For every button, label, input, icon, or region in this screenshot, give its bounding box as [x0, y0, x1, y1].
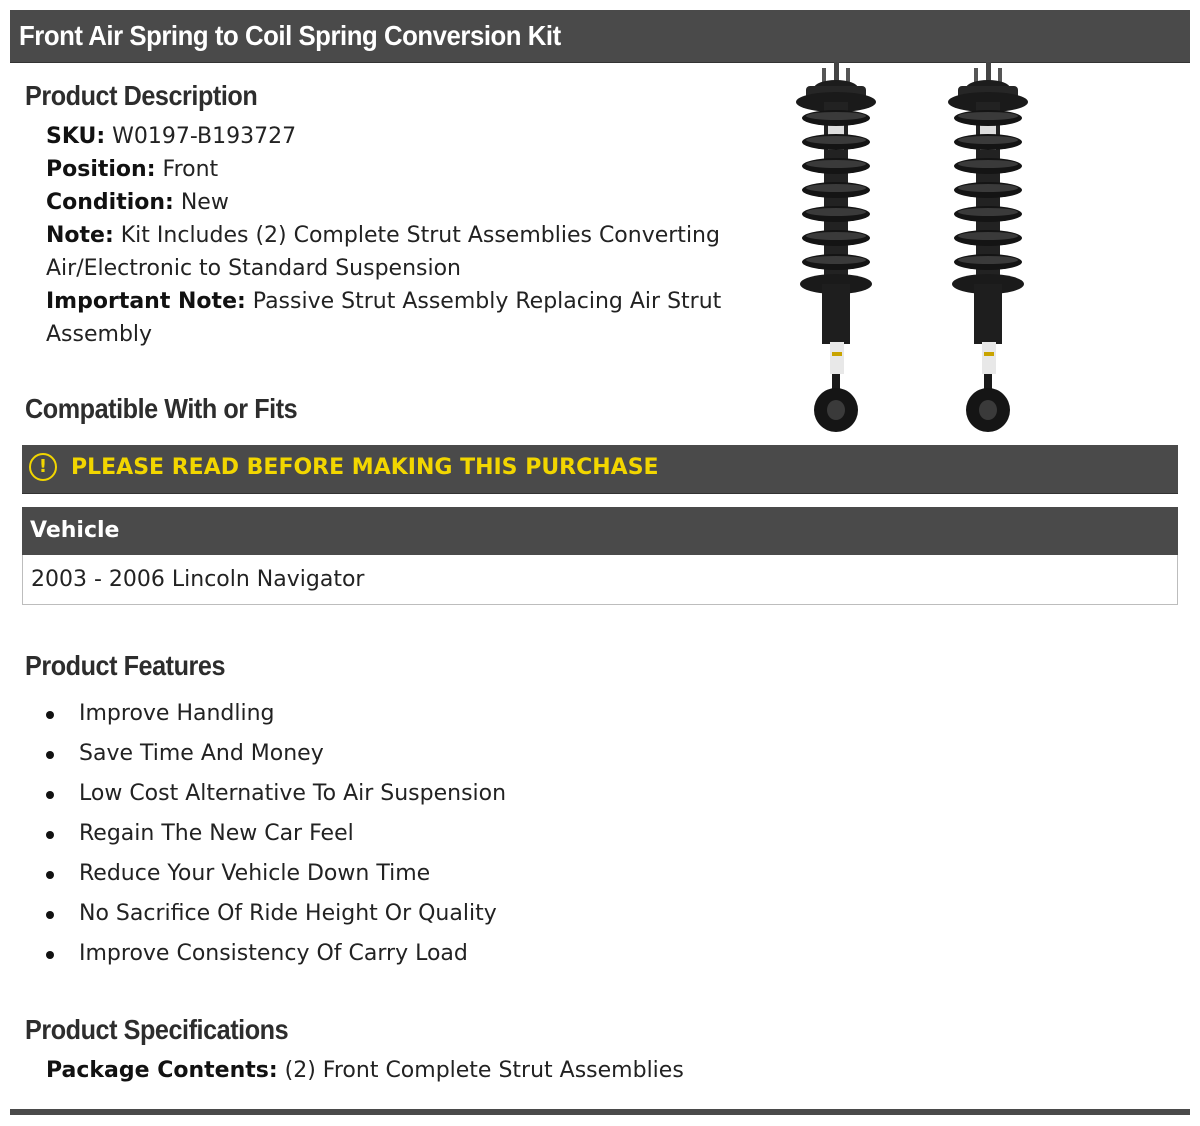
list-item — [46, 854, 506, 894]
bullet-icon — [46, 951, 54, 959]
feature-text: Regain The New Car Feel — [79, 821, 354, 846]
list-item — [46, 734, 506, 774]
alert-circle-icon: ! — [29, 453, 57, 481]
list-item — [46, 814, 506, 854]
condition-row — [46, 186, 746, 219]
feature-text: Low Cost Alternative To Air Suspension — [79, 781, 507, 806]
feature-text: No Sacrifice Of Ride Height Or Quality — [79, 901, 497, 926]
position-row — [46, 153, 746, 186]
description-block — [46, 120, 746, 351]
package-contents-label: Package Contents: — [46, 1058, 278, 1083]
note-row — [46, 219, 746, 285]
sku-label: SKU: — [46, 124, 106, 149]
page-title: Front Air Spring to Coil Spring Conversion Kit — [19, 20, 561, 51]
description-heading: Product Description — [25, 80, 258, 111]
alert-text: PLEASE READ BEFORE MAKING THIS PURCHASE — [71, 455, 659, 480]
title-bar — [10, 10, 1190, 63]
important-note-label: Important Note: — [46, 289, 246, 314]
purchase-alert-banner — [22, 445, 1178, 494]
bullet-icon — [46, 831, 54, 839]
vehicle-table-header: Vehicle — [22, 507, 1178, 555]
strut-assembly-image — [770, 62, 1070, 442]
feature-text: Improve Handling — [79, 701, 275, 726]
features-heading: Product Features — [25, 650, 226, 681]
feature-text: Improve Consistency Of Carry Load — [79, 941, 468, 966]
position-value: Front — [155, 157, 219, 182]
table-row: 2003 - 2006 Lincoln Navigator — [22, 555, 1178, 605]
feature-text: Reduce Your Vehicle Down Time — [79, 861, 431, 886]
bullet-icon — [46, 751, 54, 759]
sku-row — [46, 120, 746, 153]
package-contents-row — [46, 1054, 684, 1087]
condition-label: Condition: — [46, 190, 174, 215]
bullet-icon — [46, 711, 54, 719]
list-item — [46, 934, 506, 974]
note-label: Note: — [46, 223, 114, 248]
important-note-value: Passive Strut Assembly Replacing Air Strut Assembly — [46, 289, 722, 347]
features-list — [46, 694, 506, 974]
footer-divider — [10, 1109, 1190, 1115]
list-item — [46, 694, 506, 734]
condition-value: New — [173, 190, 229, 215]
position-label: Position: — [46, 157, 156, 182]
note-value: Kit Includes (2) Complete Strut Assemblies Converting Air/Electronic to Standard Suspension — [46, 223, 720, 281]
sku-value: W0197-B193727 — [105, 124, 297, 149]
list-item — [46, 894, 506, 934]
vehicle-table — [22, 507, 1178, 605]
compatibility-heading: Compatible With or Fits — [25, 393, 298, 424]
bullet-icon — [46, 791, 54, 799]
important-note-row — [46, 285, 746, 351]
specifications-heading: Product Specifications — [25, 1014, 289, 1045]
bullet-icon — [46, 911, 54, 919]
bullet-icon — [46, 871, 54, 879]
package-contents-value: (2) Front Complete Strut Assemblies — [277, 1058, 684, 1083]
feature-text: Save Time And Money — [79, 741, 324, 766]
list-item — [46, 774, 506, 814]
